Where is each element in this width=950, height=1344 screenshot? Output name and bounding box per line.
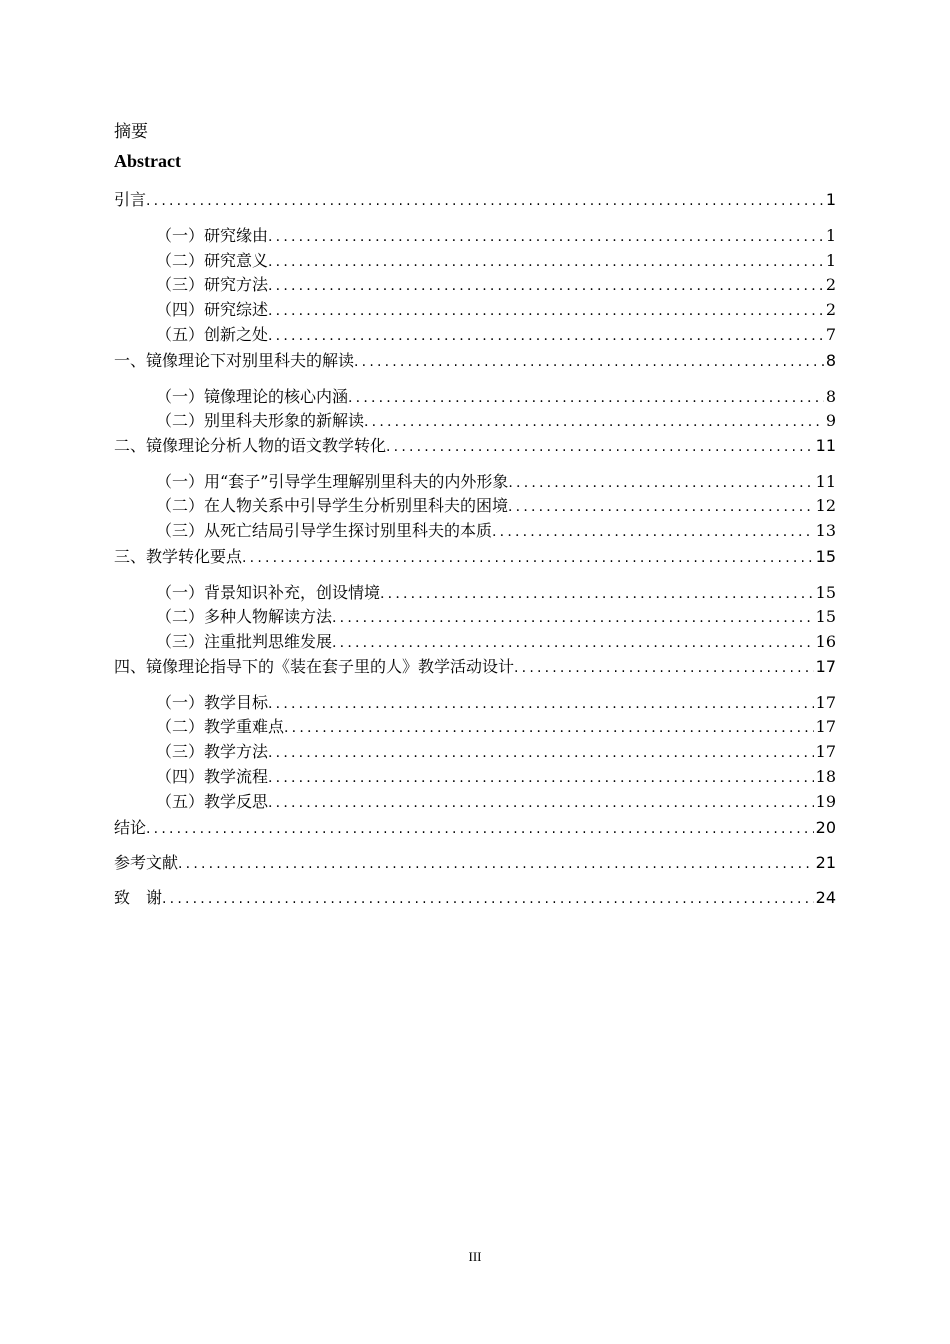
toc-dot-leader xyxy=(146,818,814,840)
toc-dot-leader xyxy=(508,496,814,518)
toc-page-number: 20 xyxy=(815,818,836,837)
toc-dot-leader xyxy=(268,226,824,248)
toc-dot-leader xyxy=(268,300,824,322)
toc-page-number: 8 xyxy=(825,351,836,370)
toc-page-number: 17 xyxy=(815,657,836,676)
abstract-cn-heading[interactable]: 摘要 xyxy=(114,122,148,142)
toc-entry-title: 教学流程 xyxy=(204,767,269,786)
toc-page-number: 16 xyxy=(815,632,836,651)
toc-entry-title: 研究综述 xyxy=(204,300,269,319)
toc-page-number: 19 xyxy=(815,792,836,811)
toc-dot-leader xyxy=(268,251,824,273)
toc-entry-number: （二） xyxy=(156,717,205,736)
toc-section-entry[interactable] xyxy=(156,274,836,296)
toc-page-number: 1 xyxy=(825,226,836,245)
toc-dot-leader xyxy=(332,607,814,629)
toc-entry-title: 研究方法 xyxy=(204,275,269,294)
toc-entry-title: 教学重难点 xyxy=(204,717,285,736)
toc-entry-title: 参考文献 xyxy=(114,853,179,872)
toc-dot-leader xyxy=(242,547,814,569)
page-number-footer: III xyxy=(468,1249,482,1264)
toc-chapter-entry[interactable] xyxy=(114,350,836,372)
toc-dot-leader xyxy=(268,693,814,715)
toc-entry-title: 镜像理论指导下的《装在套子里的人》教学活动设计 xyxy=(146,657,515,676)
toc-dot-leader xyxy=(332,632,814,654)
toc-section-entry[interactable] xyxy=(156,495,836,517)
toc-section-entry[interactable] xyxy=(156,716,836,738)
toc-section-entry[interactable] xyxy=(156,791,836,813)
toc-entry-title: 致 谢 xyxy=(114,888,163,907)
toc-page-number: 13 xyxy=(815,521,836,540)
toc-section-entry[interactable] xyxy=(156,250,836,272)
toc-page-number: 21 xyxy=(815,853,836,872)
toc-section-entry[interactable] xyxy=(156,741,836,763)
toc-entry-number: 二、 xyxy=(114,436,147,455)
toc-dot-leader xyxy=(492,521,814,543)
toc-entry-number: 四、 xyxy=(114,657,147,676)
toc-entry-title: 引言 xyxy=(114,190,147,209)
toc-chapter-entry[interactable] xyxy=(114,817,836,839)
toc-page-number: 15 xyxy=(815,583,836,602)
toc-entry-title: 结论 xyxy=(114,818,147,837)
toc-chapter-entry[interactable] xyxy=(114,546,836,568)
toc-entry-number: （四） xyxy=(156,300,205,319)
toc-page-number: 24 xyxy=(815,888,836,907)
toc-dot-leader xyxy=(268,792,814,814)
toc-page-number: 17 xyxy=(815,693,836,712)
toc-entry-number: （三） xyxy=(156,742,205,761)
toc-page-number: 12 xyxy=(815,496,836,515)
toc-chapter-entry[interactable] xyxy=(114,189,836,211)
toc-entry-number: （三） xyxy=(156,521,205,540)
toc-entry-title: 研究意义 xyxy=(204,251,269,270)
toc-dot-leader xyxy=(354,351,824,373)
toc-page-number: 17 xyxy=(815,717,836,736)
toc-chapter-entry[interactable] xyxy=(114,656,836,678)
toc-dot-leader xyxy=(162,888,814,910)
toc-section-entry[interactable] xyxy=(156,766,836,788)
toc-section-entry[interactable] xyxy=(156,631,836,653)
toc-page-number: 2 xyxy=(825,300,836,319)
toc-entry-number: （一） xyxy=(156,583,205,602)
toc-dot-leader xyxy=(268,742,814,764)
toc-entry-number: 三、 xyxy=(114,547,147,566)
toc-dot-leader xyxy=(386,436,814,458)
toc-entry-title: 镜像理论下对别里科夫的解读 xyxy=(146,351,355,370)
toc-dot-leader xyxy=(508,472,813,494)
toc-entry-number: （五） xyxy=(156,325,205,344)
toc-section-entry[interactable] xyxy=(156,471,836,493)
toc-entry-title: 在人物关系中引导学生分析别里科夫的困境 xyxy=(204,496,509,515)
toc-page-number: 15 xyxy=(815,547,836,566)
toc-entry-title: 研究缘由 xyxy=(204,226,269,245)
toc-entry-title: 教学目标 xyxy=(204,693,269,712)
toc-section-entry[interactable] xyxy=(156,582,836,604)
toc-section-entry[interactable] xyxy=(156,386,836,408)
toc-dot-leader xyxy=(514,657,814,679)
abstract-en-heading[interactable]: Abstract xyxy=(114,151,181,171)
toc-entry-number: （一） xyxy=(156,472,205,491)
toc-section-entry[interactable] xyxy=(156,520,836,542)
toc-entry-title: 背景知识补充，创设情境 xyxy=(204,583,381,602)
toc-section-entry[interactable] xyxy=(156,225,836,247)
toc-entry-number: （二） xyxy=(156,496,205,515)
toc-entry-title: 教学方法 xyxy=(204,742,269,761)
toc-entry-number: （二） xyxy=(156,411,205,430)
toc-entry-title: 用“套子”引导学生理解别里科夫的内外形象 xyxy=(204,472,509,491)
toc-entry-number: （一） xyxy=(156,693,205,712)
toc-dot-leader xyxy=(284,717,814,739)
toc-section-entry[interactable] xyxy=(156,324,836,346)
toc-section-entry[interactable] xyxy=(156,606,836,628)
toc-page-number: 11 xyxy=(815,436,836,455)
toc-entry-title: 镜像理论的核心内涵 xyxy=(204,387,349,406)
toc-page-number: 15 xyxy=(815,607,836,626)
toc-dot-leader xyxy=(364,411,824,433)
toc-dot-leader xyxy=(268,767,814,789)
toc-entry-title: 创新之处 xyxy=(204,325,269,344)
toc-page-number: 7 xyxy=(825,325,836,344)
toc-entry-title: 教学转化要点 xyxy=(146,547,243,566)
toc-entry-title: 教学反思 xyxy=(204,792,269,811)
toc-chapter-entry[interactable] xyxy=(114,852,836,874)
toc-entry-number: （二） xyxy=(156,607,205,626)
toc-section-entry[interactable] xyxy=(156,410,836,432)
toc-entry-number: （三） xyxy=(156,275,205,294)
toc-page-number: 2 xyxy=(825,275,836,294)
toc-section-entry[interactable] xyxy=(156,692,836,714)
toc-entry-title: 镜像理论分析人物的语文教学转化 xyxy=(146,436,387,455)
toc-entry-number: （五） xyxy=(156,792,205,811)
toc-page-number: 17 xyxy=(815,742,836,761)
toc-dot-leader xyxy=(268,275,824,297)
toc-dot-leader xyxy=(178,853,814,875)
toc-entry-number: （一） xyxy=(156,387,205,406)
toc-dot-leader xyxy=(268,325,824,347)
toc-entry-title: 从死亡结局引导学生探讨别里科夫的本质 xyxy=(204,521,493,540)
toc-entry-title: 注重批判思维发展 xyxy=(204,632,333,651)
toc-entry-title: 多种人物解读方法 xyxy=(204,607,333,626)
toc-page-number: 8 xyxy=(825,387,836,406)
toc-dot-leader xyxy=(146,190,824,212)
toc-entry-number: （四） xyxy=(156,767,205,786)
toc-entry-title: 别里科夫形象的新解读 xyxy=(204,411,365,430)
toc-page-number: 11 xyxy=(815,472,836,491)
toc-entry-number: 一、 xyxy=(114,351,147,370)
toc-chapter-entry[interactable] xyxy=(114,887,836,909)
toc-dot-leader xyxy=(380,583,814,605)
toc-page-number: 18 xyxy=(815,767,836,786)
toc-page-number: 1 xyxy=(825,251,836,270)
toc-entry-number: （一） xyxy=(156,226,205,245)
toc-entry-number: （二） xyxy=(156,251,205,270)
toc-dot-leader xyxy=(348,387,824,409)
toc-entry-number: （三） xyxy=(156,632,205,651)
toc-page-number: 9 xyxy=(825,411,836,430)
toc-chapter-entry[interactable] xyxy=(114,435,836,457)
toc-section-entry[interactable] xyxy=(156,299,836,321)
toc-page-number: 1 xyxy=(825,190,836,209)
